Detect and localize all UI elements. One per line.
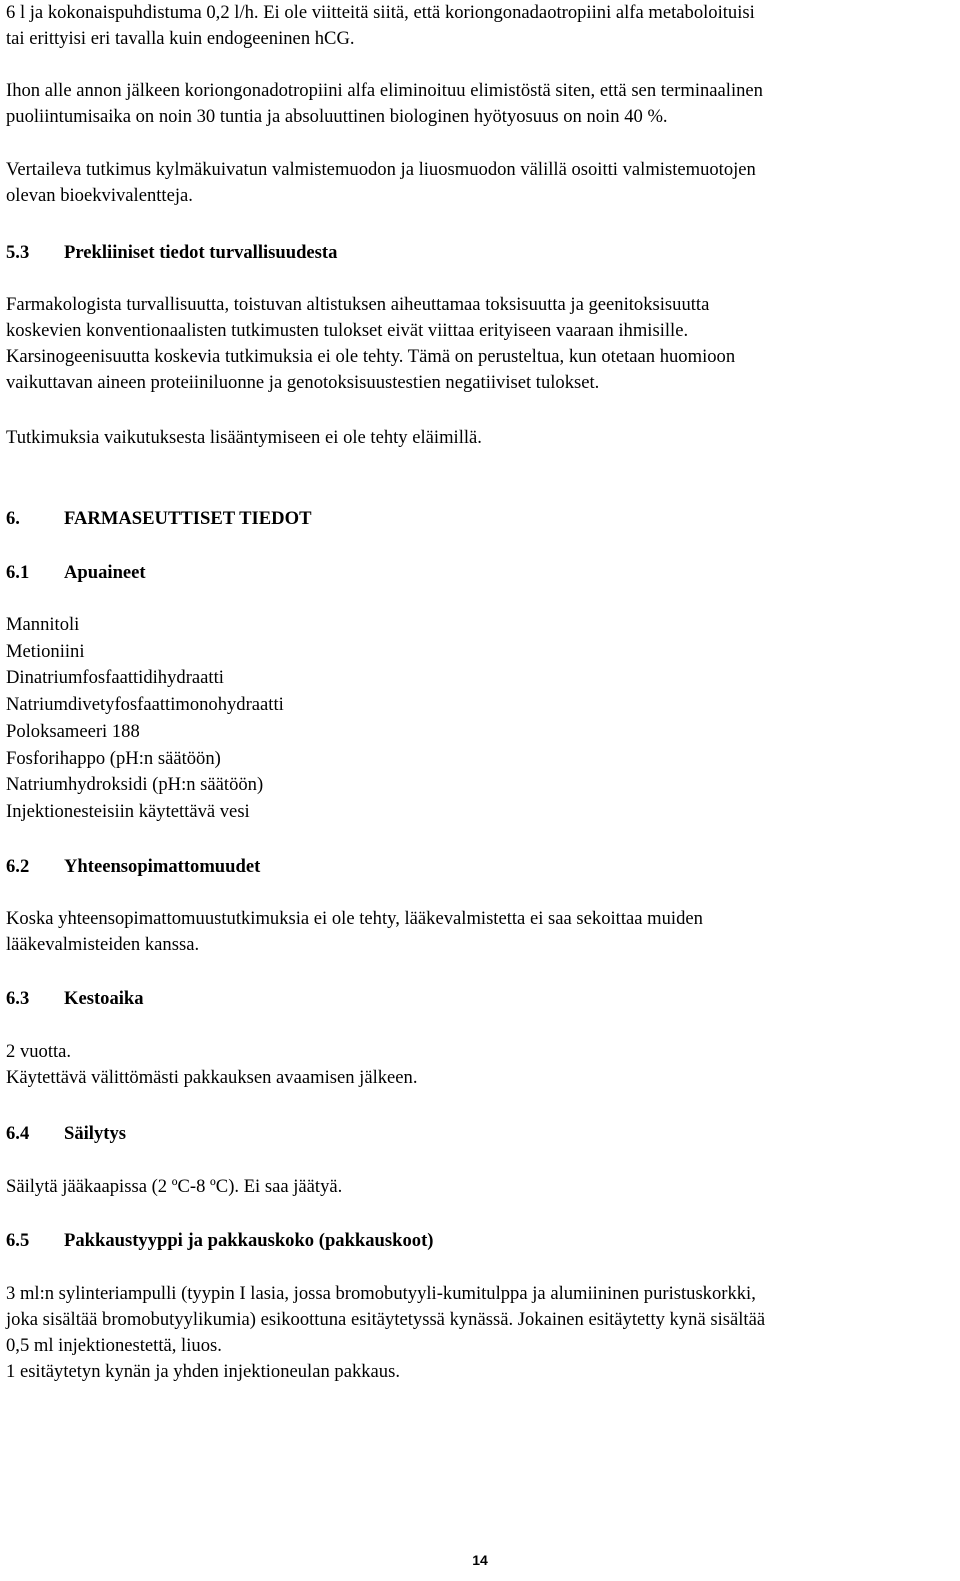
list-item: Dinatriumfosfaattidihydraatti	[6, 667, 224, 689]
heading-number: 6.5	[6, 1230, 30, 1251]
pharmacokinetics-paragraph-2: Ihon alle annon jälkeen koriongonadotropiini alfa eliminoituu elimistöstä siten, että sen terminaalinen puoliintumisaika on noin 30 tuntia ja absoluuttinen biologinen hyötyosuus on noin 40 %.	[6, 80, 763, 127]
heading-number: 5.3	[6, 242, 30, 263]
packaging-paragraph: 3 ml:n sylinteriampulli (tyypin I lasia, jossa bromobutyyli-kumitulppa ja alumiininen puristuskorkki, joka sisältää bromobutyylikumia) esikoottuna esitäytetyssä kynässä. Jokainen esitäytetty kynä sisältää 0,5 ml injektionestettä, liuos. 1 esitäytetyn kynän ja yhden injektioneulan pakkaus.	[6, 1283, 766, 1382]
heading-6-1	[6, 560, 954, 586]
heading-title: Prekliiniset tiedot turvallisuudesta	[64, 242, 338, 263]
reproduction-paragraph: Tutkimuksia vaikutuksesta lisääntymiseen ei ole tehty eläimillä.	[6, 427, 482, 448]
incompatibilities-paragraph: Koska yhteensopimattomuustutkimuksia ei ole tehty, lääkevalmistetta ei saa sekoittaa muiden lääkevalmisteiden kanssa.	[6, 908, 703, 955]
list-item: Natriumdivetyfosfaattimonohydraatti	[6, 694, 284, 716]
heading-number: 6.2	[6, 856, 30, 877]
pharmacokinetics-paragraph-1: 6 l ja kokonaispuhdistuma 0,2 l/h. Ei ole viitteitä siitä, että koriongonadaotropiini alfa metaboloituisi tai erittyisi eri tavalla kuin endogeeninen hCG.	[6, 2, 755, 49]
storage-paragraph: Säilytä jääkaapissa (2 ºC-8 ºC). Ei saa jäätyä.	[6, 1176, 343, 1197]
page-number: 14	[472, 1552, 488, 1568]
heading-number: 6.4	[6, 1123, 30, 1144]
heading-6-5	[6, 1228, 954, 1254]
excipient-list	[6, 612, 954, 826]
heading-title: Pakkaustyyppi ja pakkauskoko (pakkauskoot)	[64, 1230, 434, 1251]
shelf-life-paragraph: 2 vuotta. Käytettävä välittömästi pakkauksen avaamisen jälkeen.	[6, 1041, 418, 1088]
heading-number: 6.1	[6, 562, 30, 583]
heading-title: FARMASEUTTISET TIEDOT	[64, 508, 312, 529]
heading-title: Apuaineet	[64, 562, 146, 583]
heading-number: 6.3	[6, 988, 30, 1009]
heading-title: Yhteensopimattomuudet	[64, 856, 261, 877]
bioequivalence-paragraph: Vertaileva tutkimus kylmäkuivatun valmistemuodon ja liuosmuodon välillä osoitti valmistemuotojen olevan bioekvivalentteja.	[6, 159, 756, 206]
list-item: Natriumhydroksidi (pH:n säätöön)	[6, 774, 264, 796]
heading-5-3	[6, 240, 954, 266]
list-item: Mannitoli	[6, 614, 80, 635]
list-item: Poloksameeri 188	[6, 720, 140, 742]
heading-6	[6, 506, 954, 532]
heading-6-2	[6, 854, 954, 880]
heading-6-4	[6, 1121, 954, 1147]
preclinical-paragraph: Farmakologista turvallisuutta, toistuvan altistuksen aiheuttamaa toksisuutta ja geenitoksisuutta koskevien konventionaalisten tutkimusten tulokset eivät viittaa erityiseen vaaraan ihmisille. Karsinogeenisuutta koskevia tutkimuksia ei ole tehty. Tämä on perusteltua, kun otetaan huomioon vaikuttavan aineen proteiiniluonne ja genotoksisuustestien negatiiviset tulokset.	[6, 294, 736, 393]
list-item: Fosforihappo (pH:n säätöön)	[6, 747, 221, 769]
heading-6-3	[6, 986, 954, 1012]
heading-title: Kestoaika	[64, 988, 144, 1009]
list-item: Metioniini	[6, 640, 85, 662]
list-item: Injektionesteisiin käytettävä vesi	[6, 800, 250, 822]
heading-number: 6.	[6, 508, 20, 529]
heading-title: Säilytys	[64, 1123, 126, 1144]
